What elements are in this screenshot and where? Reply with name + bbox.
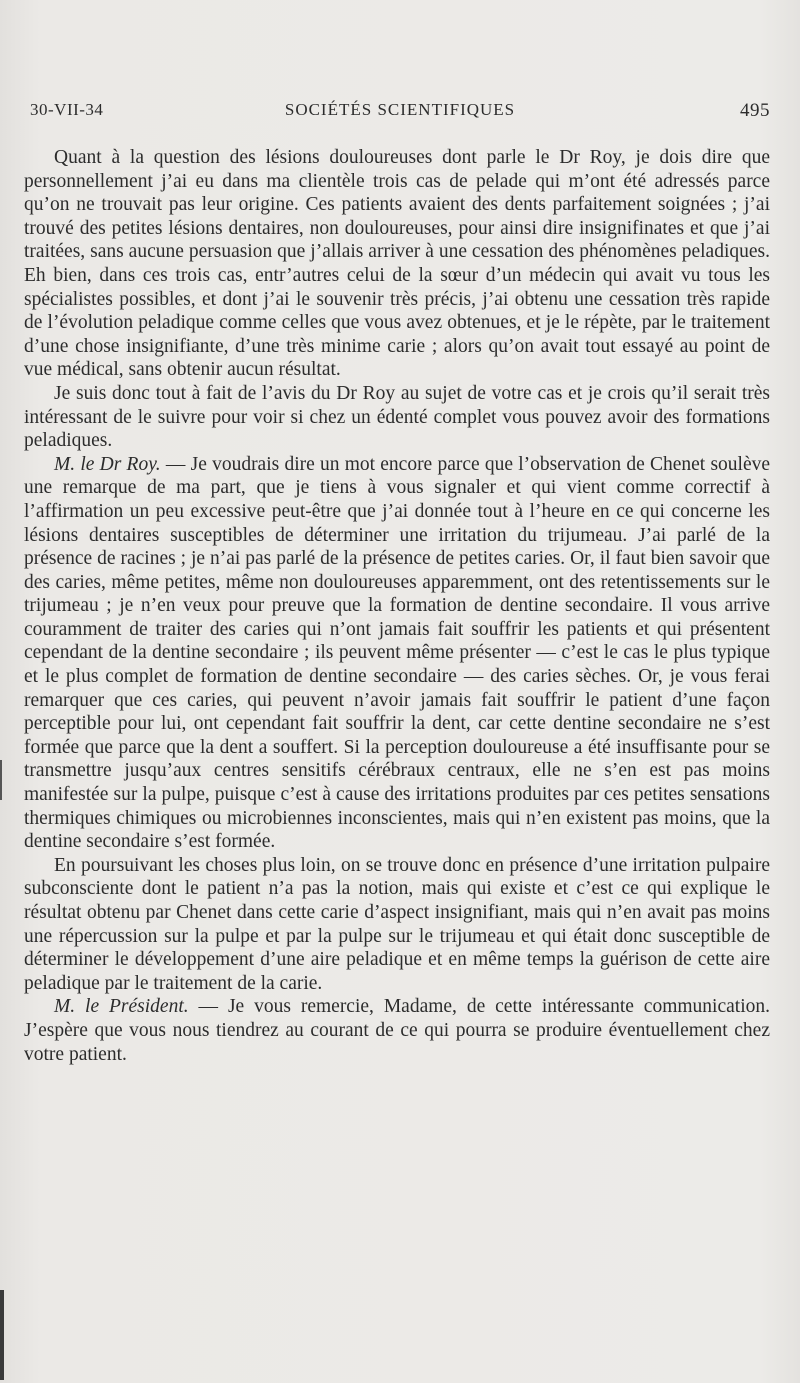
paragraph	[24, 382, 770, 453]
running-header	[30, 100, 770, 126]
body-text	[24, 146, 770, 1066]
paragraph-text: Je suis donc tout à fait de l’avis du Dr Roy au sujet de votre cas et je crois qu’il serait très intéressant de le suivre pour voir si chez un édenté complet vous pouvez avoir des formations peladiques.	[24, 382, 770, 452]
binding-edge-shadow	[0, 1290, 4, 1380]
paragraph	[24, 854, 770, 996]
paragraph-text: — Je vous remercie, Madame, de cette intéressante communication. J’espère que vous nous tiendrez au courant de ce qui pourra se produire éventuellement chez votre patient.	[24, 996, 770, 1065]
paragraph-text: Quant à la question des lésions douloureuses dont parle le Dr Roy, je dois dire que personnellement j’ai eu dans ma clientèle trois cas de pelade qui m’ont été adressés parce qu’on ne trouvait pas leur origine. Ces patients avaient des dents parfaitement soignées ; j’ai trouvé des petites lésions dentaires, non douloureuses, pour ainsi dire insignifinates et que j’ai traitées, sans aucune persuasion que j’allais arriver à une cessation des phénomènes peladiques. Eh bien, dans ces trois cas, entr’autres celui de la sœur d’un médecin qui avait vu tous les spécialistes possibles, et dont j’ai le souvenir très précis, j’ai obtenu une cessation très rapide de l’évolution peladique comme celles que vous avez obtenues, et je le répète, par le traitement d’une chose insignifiante, d’une très minime carie ; alors qu’on avait tout essayé au point de vue médical, sans obtenir aucun résultat.	[24, 147, 770, 381]
binding-edge-mark	[0, 760, 2, 800]
paragraph	[24, 995, 770, 1066]
header-date: 30-VII-34	[30, 100, 104, 119]
speaker-name: M. le Dr Roy.	[54, 453, 161, 475]
page-number: 495	[740, 100, 770, 121]
header-section-title: SOCIÉTÉS SCIENTIFIQUES	[284, 100, 516, 119]
speaker-name: M. le Président.	[54, 996, 189, 1018]
paragraph	[24, 146, 770, 382]
paragraph-text: — Je voudrais dire un mot encore parce que l’observation de Chenet soulève une remarque de ma part, que je tiens à vous signaler et qui vient comme correctif à l’affirmation un peu excessive peut-être que j’ai donnée tout à l’heure en ce qui concerne les lésions dentaires susceptibles de déterminer une irritation du trijumeau. J’ai parlé de la présence de racines ; je n’ai pas parlé de la présence de petites caries. Or, il faut bien savoir que des caries, même petites, même non douloureuses apparemment, ont des retentissements sur le trijumeau ; je n’en veux pour preuve que la formation de dentine secondaire. Il vous arrive couramment de traiter des caries qui n’ont jamais fait souffrir les patients et qui présentent cependant de la dentine secondaire ; ils peuvent même présenter — c’est le cas le plus typique et le plus complet de formation de dentine secondaire — des caries sèches. Or, je vous ferai remarquer que ces caries, qui peuvent n’avoir jamais fait souffrir le patient d’une façon perceptible pour lui, ont cependant fait souffrir la dent, car cette dentine secondaire ne s’est formée que parce que la dent a souffert. Si la perception douloureuse a été insuffisante pour se transmettre jusqu’aux centres sensitifs cérébraux centraux, elle ne s’en est pas moins manifestée sur la pulpe, puisque c’est à cause des irritations produites par ces petites sensations thermiques chimiques ou microbiennes inconscientes, mais qui n’en existent pas moins, que la dentine secondaire s’est formée.	[24, 453, 771, 853]
paragraph-text: En poursuivant les choses plus loin, on se trouve donc en présence d’une irritation pulpaire subconsciente dont le patient n’a pas la notion, mais qui existe et c’est ce qui explique le résultat obtenu par Chenet dans cette carie d’aspect insignifiant, mais qui n’en avait pas moins une répercussion sur la pulpe et par la pulpe sur le trijumeau et qui était donc susceptible de déterminer le développement d’une aire peladique et en même temps la guérison de cette aire peladique par le traitement de la carie.	[24, 854, 770, 994]
paragraph	[24, 453, 770, 854]
